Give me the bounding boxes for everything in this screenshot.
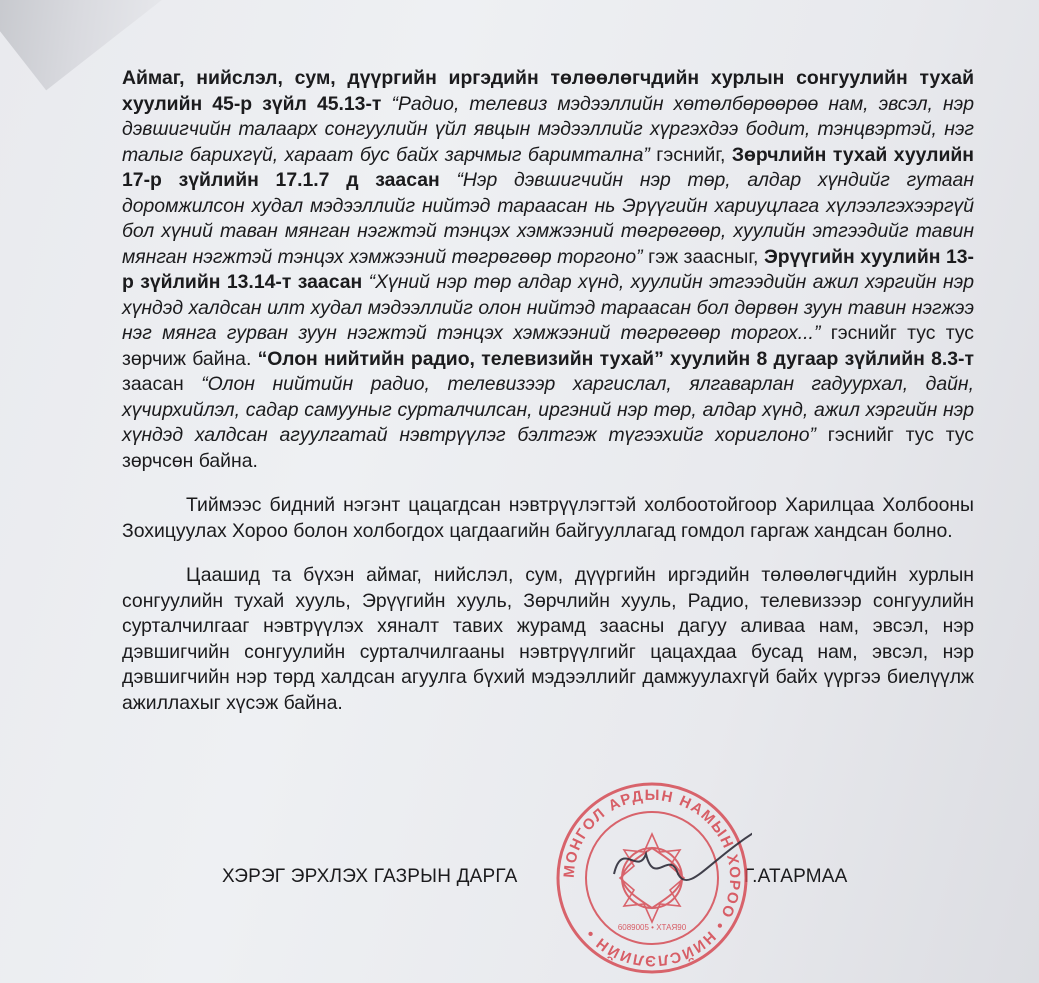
body-text: заасан (122, 373, 202, 395)
law-citation: Аймаг, нийслэл, сум, дүүргийн иргэдийн төлөөлөгчдийн хурлын сонгуулийн тухай хуулийн 45-р зүйл 45.13-т (122, 67, 974, 115)
paragraph-complaint: Тиймээс бидний нэгэнт цацагдсан нэвтрүүлэгтэй холбоотойгоор Харилцаа Холбооны Зохицуулах Хороо болон холбогдох цагдаагийн байгууллагад гомдол гаргаж хандсан болно. (122, 494, 974, 542)
quoted-law-text: “Олон нийтийн радио, телевизээр харгислал, ялгаварлан гадуурхал, дайн, хүчирхийлэл, садар самууныг сурталчилсан, иргэний нэр төр, алдар хүнд, ажил хэргийн нэр хүндэд халдсан агуулгатай нэвтрүүлэг бэлтгэж түгээхийг хориглоно” (122, 373, 974, 446)
paragraph-request: Цаашид та бүхэн аймаг, нийслэл, сум, дүүргийн иргэдийн төлөөлөгчдийн хурлын сонгуулийн тухай хууль, Эрүүгийн хууль, Зөрчлийн хууль, Радио, телевизээр сонгуулийн сурталчилгааг нэвтрүүлэх хяналт тавих журамд заасны дагуу аливаа нам, эвсэл, нэр дэвшигчийн сонгуулийн сурталчилгааны нэвтрүүлгийг цацахдаа бусад нам, эвсэл, нэр дэвшигчийн нэр төрд халдсан агуулга бүхий мэдээллийг дамжуулахгүй байх үүргээ биелүүлж ажиллахыг хүсэж байна. (122, 564, 974, 714)
law-citation: “Олон нийтийн радио, телевизийн тухай” хуулийн 8 дугаар зүйлийн 8.3-т (257, 347, 974, 370)
quoted-law-text: “Нэр дэвшигчийн нэр төр, алдар хүндийг гутаан доромжилсон худал мэдээллийг нийтэд тараасан нь Эрүүгийн хариуцлага хүлээлгэхээргүй бол хүний таван мянган нэгжтэй тэнцэх хэмжээний төгрөгөөр, хуулийн этгээдийг тавин мянган нэгжтэй тэнцэх хэмжээний төгрөгөөр торгоно” (122, 169, 974, 268)
document-body (122, 66, 974, 716)
body-text: гэснийг, (649, 143, 732, 166)
seal-ring-text: МОНГОЛ АРДЫН НАМЫН ХОРОО • НИЙСЛЭЛИЙН • (560, 786, 744, 970)
party-seal-stamp (552, 778, 752, 978)
body-text: гэж заасныг, (642, 245, 764, 268)
law-citation: Эрүүгийн хуулийн 13-р зүйлийн 13.14-т заасан (122, 245, 974, 293)
signatory-title: ХЭРЭГ ЭРХЛЭХ ГАЗРЫН ДАРГА (222, 866, 518, 887)
body-text: гэснийг тус тус зөрчиж байна. (122, 322, 974, 370)
seal-number: 6089005 • ХТАЯ90 (617, 923, 687, 932)
signatory-name: Г.АТАРМАА (744, 866, 848, 887)
quoted-law-text: “Хүний нэр төр алдар хүнд, хуулийн этгээдийн ажил хэргийн нэр хүндэд халдсан илт худал мэдээллийг олон нийтэд тараасан бол дөрвөн зуун тавин нэгжээ нэг мянга гурван зуун нэгжтэй тэнцэх хэмжээний төгрөгөөр торгох...” (122, 271, 974, 344)
svg-text:МОНГОЛ АРДЫН НАМЫН ХОРОО • НИЙ (561, 787, 743, 969)
body-text: гэснийг тус тус зөрчсөн байна. (122, 424, 974, 472)
paragraph-legal-citations (122, 66, 974, 474)
quoted-law-text: “Радио, телевиз мэдээллийн хөтөлбөрөөрөө нам, эвсэл, нэр дэвшигчийн талаарх сонгуулийн үйл явцын мэдээллийг хүргэхдээ бодит, тэнцвэртэй, нэг талыг барихгүй, хараат бус байх зарчмыг баримтална” (122, 92, 974, 166)
law-citation: Зөрчлийн тухай хуулийн 17-р зүйлийн 17.1.7 д заасан (122, 143, 974, 191)
